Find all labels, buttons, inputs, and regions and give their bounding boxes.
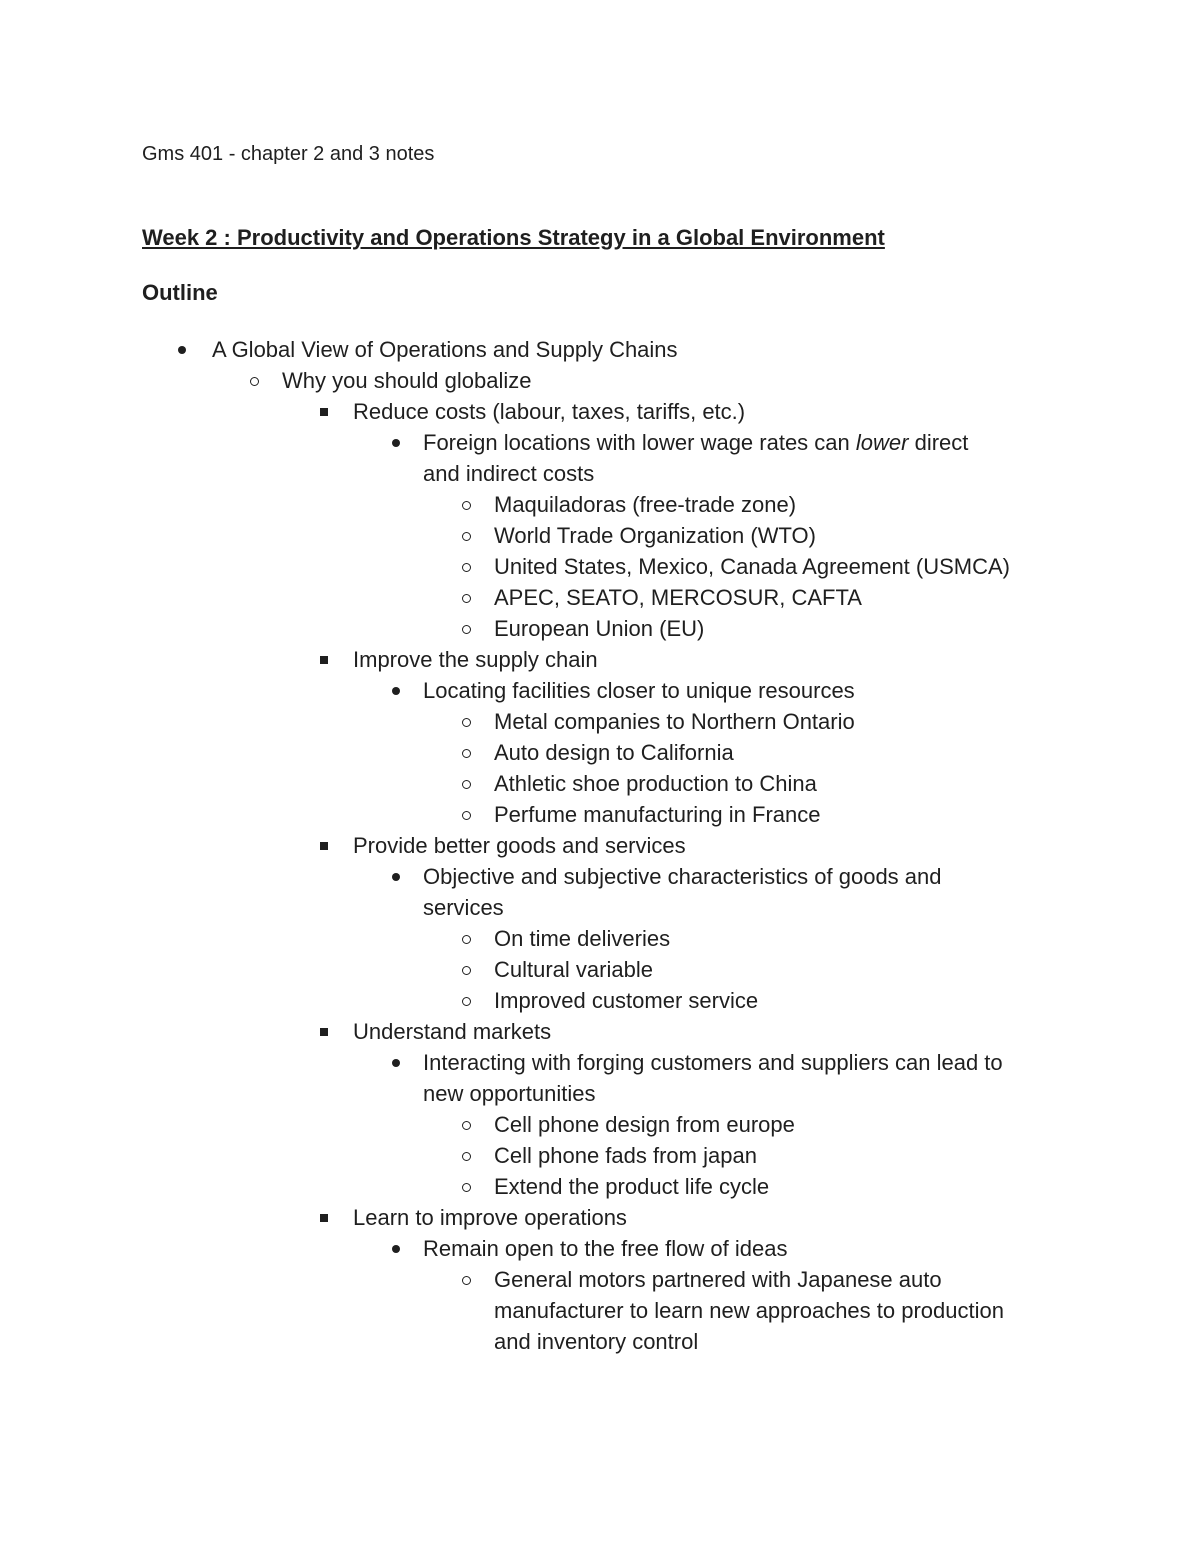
list-item: Reduce costs (labour, taxes, tariffs, etc.) — [0, 396, 1200, 427]
list-item: Remain open to the free flow of ideas — [0, 1233, 1200, 1264]
list-item: Maquiladoras (free-trade zone) — [0, 489, 1200, 520]
list-item: A Global View of Operations and Supply Chains — [0, 334, 1200, 365]
list-item: Locating facilities closer to unique resources — [0, 675, 1200, 706]
hollow-circle-bullet-icon — [456, 706, 476, 737]
list-item-continuation: services — [423, 895, 504, 920]
list-item-continuation: manufacturer to learn new approaches to production — [494, 1298, 1004, 1323]
square-bullet-icon — [314, 396, 334, 427]
list-item: Why you should globalize — [0, 365, 1200, 396]
list-item: General motors partnered with Japanese auto — [0, 1264, 1200, 1295]
list-item: Athletic shoe production to China — [0, 768, 1200, 799]
hollow-circle-bullet-icon — [456, 1140, 476, 1171]
hollow-circle-bullet-icon — [456, 985, 476, 1016]
hollow-circle-bullet-icon — [456, 768, 476, 799]
hollow-circle-bullet-icon — [456, 613, 476, 644]
list-item-continuation: new opportunities — [423, 1081, 596, 1106]
hollow-circle-bullet-icon — [456, 551, 476, 582]
square-bullet-icon — [314, 830, 334, 861]
list-item: Objective and subjective characteristics of goods and — [0, 861, 1200, 892]
filled-circle-bullet-icon — [386, 1233, 406, 1264]
list-item-continuation: and indirect costs — [423, 461, 595, 486]
list-item: Cell phone design from europe — [0, 1109, 1200, 1140]
filled-circle-bullet-icon — [386, 675, 406, 706]
hollow-circle-bullet-icon — [456, 954, 476, 985]
hollow-circle-bullet-icon — [456, 1109, 476, 1140]
hollow-circle-bullet-icon — [456, 923, 476, 954]
document-title: Gms 401 - chapter 2 and 3 notes — [142, 143, 435, 165]
list-item: Understand markets — [0, 1016, 1200, 1047]
filled-circle-bullet-icon — [386, 1047, 406, 1078]
list-item: Improved customer service — [0, 985, 1200, 1016]
list-item: Improve the supply chain — [0, 644, 1200, 675]
hollow-circle-bullet-icon — [456, 1264, 476, 1295]
list-item: Metal companies to Northern Ontario — [0, 706, 1200, 737]
list-item: Provide better goods and services — [0, 830, 1200, 861]
list-item: Learn to improve operations — [0, 1202, 1200, 1233]
list-item: Auto design to California — [0, 737, 1200, 768]
outline-heading: Outline — [142, 280, 218, 305]
list-item: United States, Mexico, Canada Agreement (USMCA) — [0, 551, 1200, 582]
hollow-circle-bullet-icon — [456, 520, 476, 551]
list-item: European Union (EU) — [0, 613, 1200, 644]
hollow-circle-bullet-icon — [244, 365, 264, 396]
filled-circle-bullet-icon — [386, 427, 406, 458]
list-item: Cell phone fads from japan — [0, 1140, 1200, 1171]
hollow-circle-bullet-icon — [456, 737, 476, 768]
list-item: Foreign locations with lower wage rates can lower direct — [0, 427, 1200, 458]
list-item: Extend the product life cycle — [0, 1171, 1200, 1202]
hollow-circle-bullet-icon — [456, 1171, 476, 1202]
hollow-circle-bullet-icon — [456, 799, 476, 830]
list-item: World Trade Organization (WTO) — [0, 520, 1200, 551]
square-bullet-icon — [314, 1016, 334, 1047]
filled-circle-bullet-icon — [172, 334, 192, 365]
filled-circle-bullet-icon — [386, 861, 406, 892]
hollow-circle-bullet-icon — [456, 582, 476, 613]
square-bullet-icon — [314, 644, 334, 675]
list-item: Cultural variable — [0, 954, 1200, 985]
list-item: APEC, SEATO, MERCOSUR, CAFTA — [0, 582, 1200, 613]
list-item-continuation: and inventory control — [494, 1329, 699, 1354]
square-bullet-icon — [314, 1202, 334, 1233]
list-item: Perfume manufacturing in France — [0, 799, 1200, 830]
week-heading: Week 2 : Productivity and Operations Strategy in a Global Environment — [142, 225, 885, 250]
hollow-circle-bullet-icon — [456, 489, 476, 520]
list-item: On time deliveries — [0, 923, 1200, 954]
outline-list — [0, 334, 1200, 1357]
list-item: Interacting with forging customers and suppliers can lead to — [0, 1047, 1200, 1078]
